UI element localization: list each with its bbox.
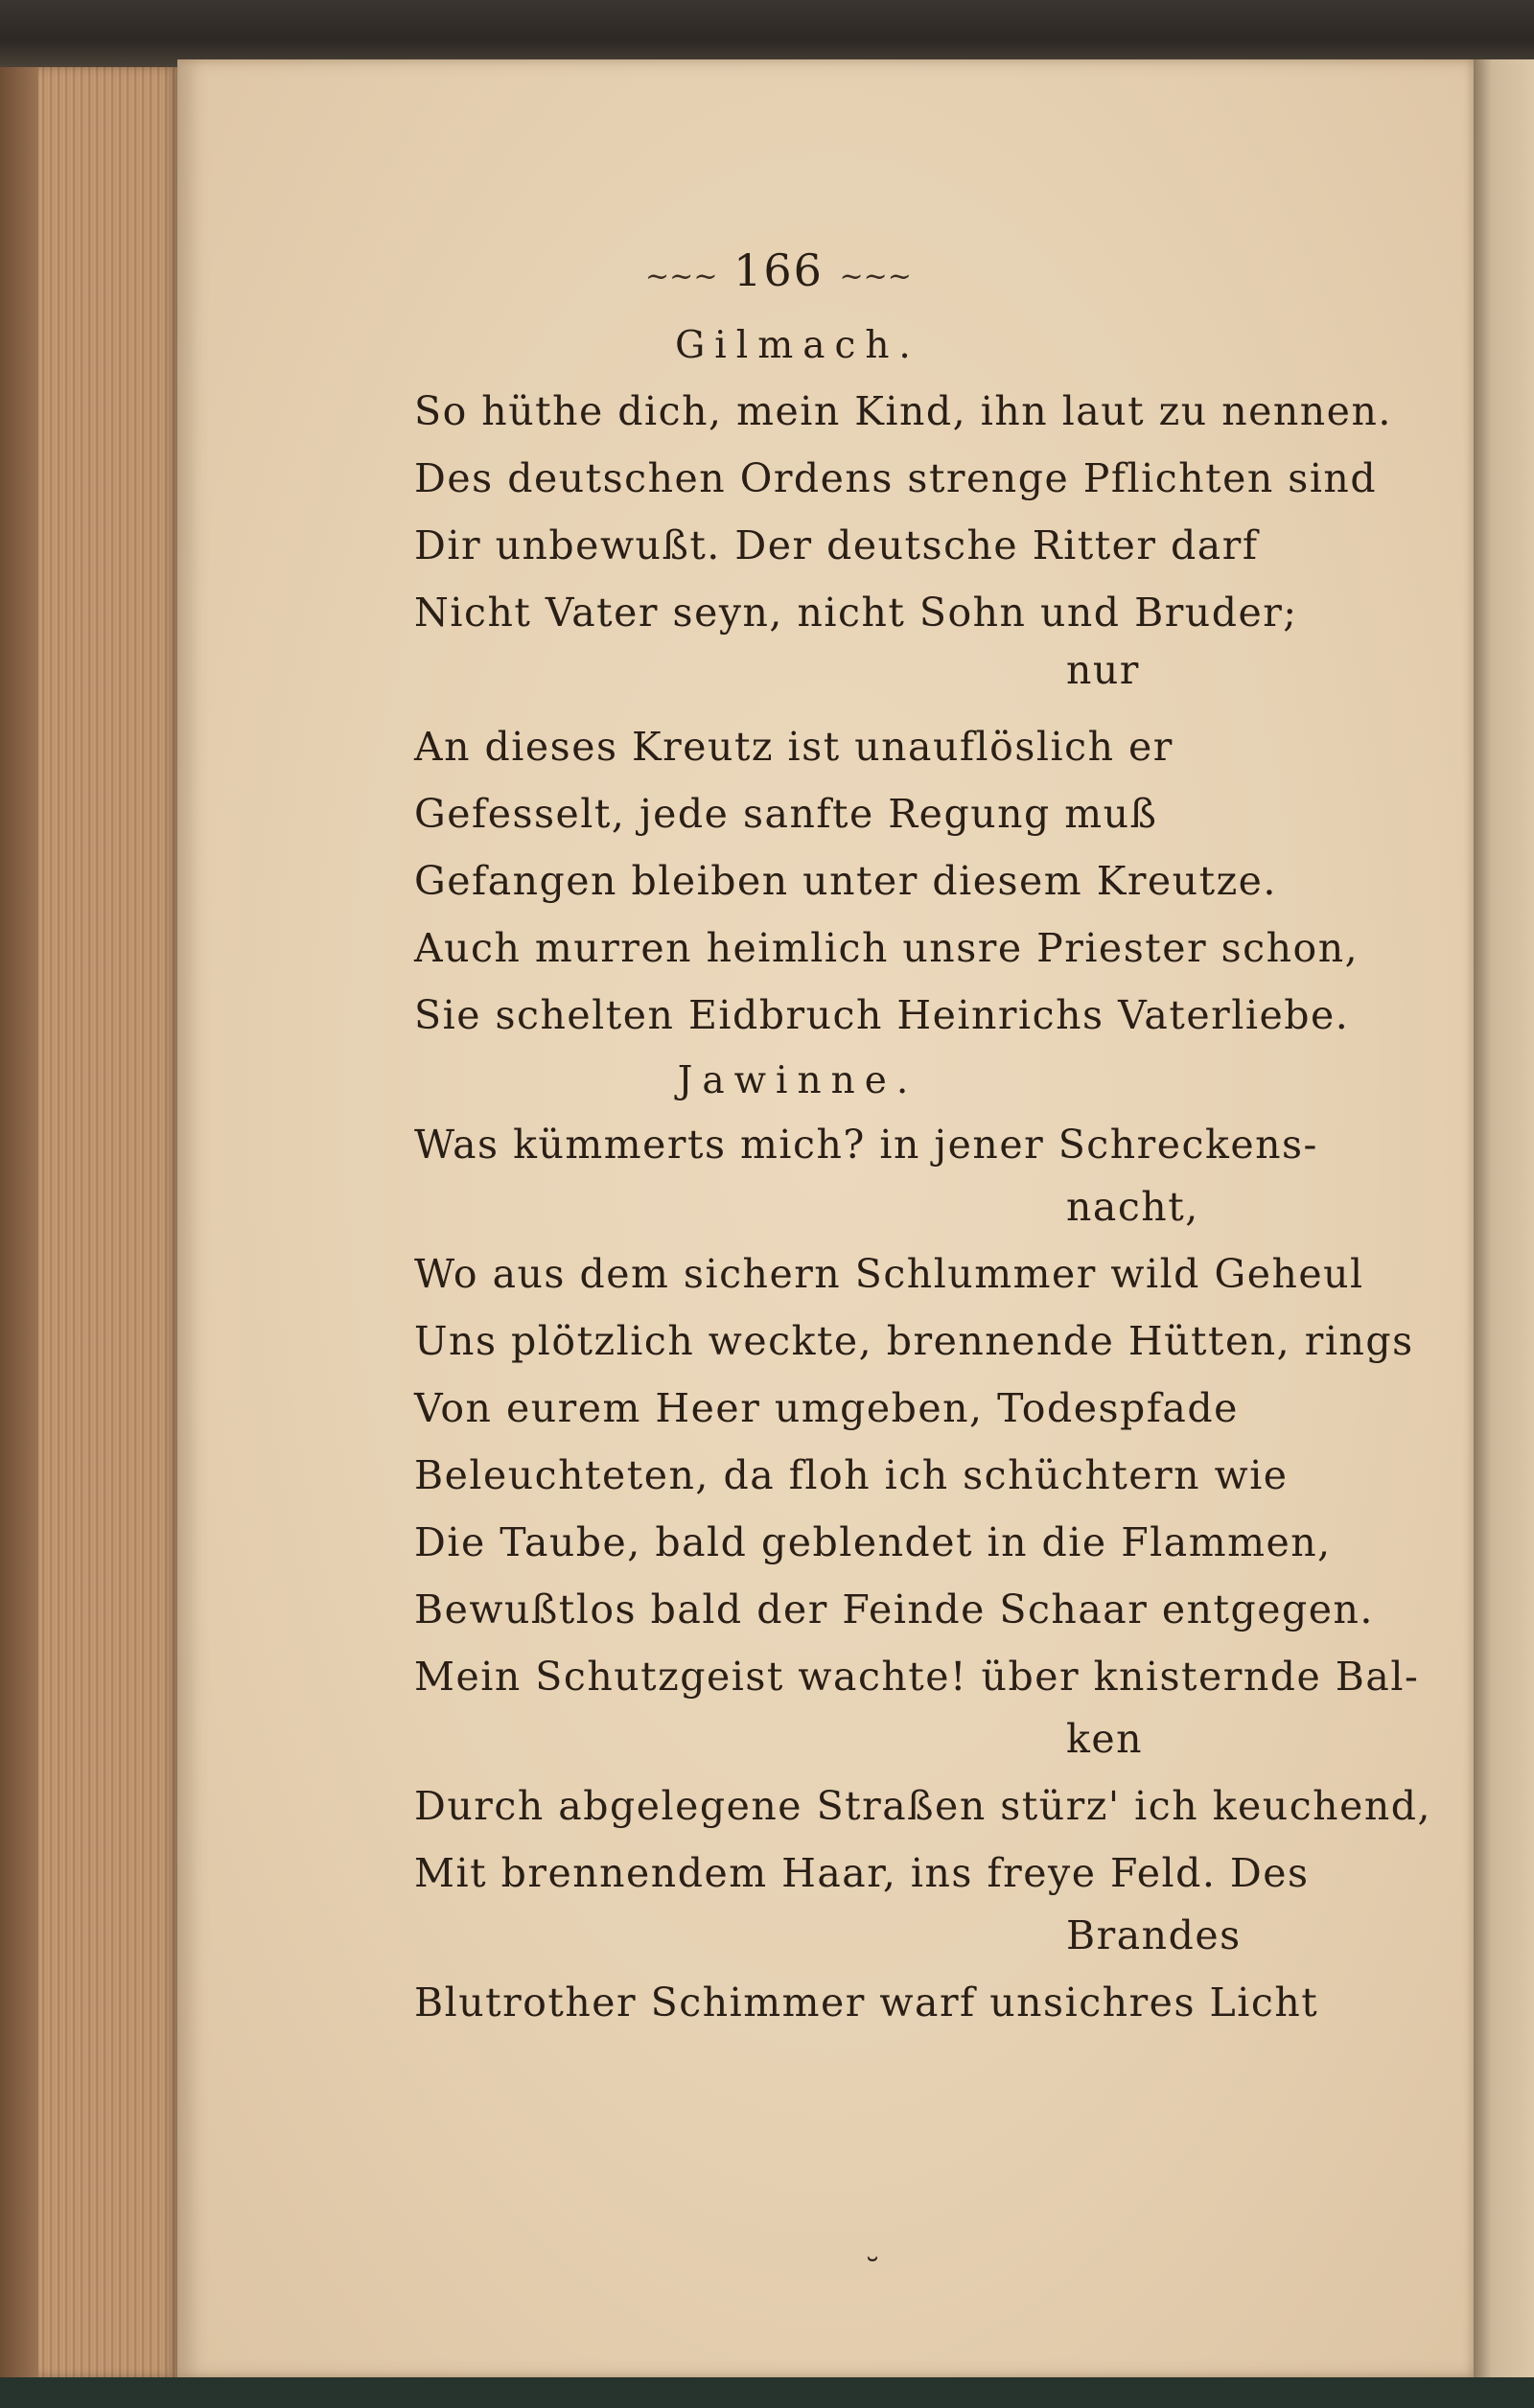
verse-line: Mein Schutzgeist wachte! über knisternde Bal- [414,1654,1420,1700]
verse-line: Des deutschen Ordens strenge Pflichten sind [414,455,1378,501]
verse-line: Blutrother Schimmer warf unsichres Licht [414,1980,1319,2026]
verse-line: Dir unbewußt. Der deutsche Ritter darf [414,522,1259,568]
book-spine-edge [0,67,38,2377]
verse-line: Die Taube, bald geblendet in die Flammen, [414,1519,1332,1565]
verse-line: Uns plötzlich weckte, brennende Hütten, rings [414,1318,1414,1364]
verse-line-continuation: ken [1066,1716,1144,1762]
verse-line-continuation: nacht, [1066,1184,1199,1230]
verse-line: Mit brennendem Haar, ins freye Feld. Des [414,1850,1310,1896]
verse-line: Durch abgelegene Straßen stürz' ich keuchend, [414,1783,1432,1829]
page-header [414,244,1143,296]
verse-line: Gefangen bleiben unter diesem Kreutze. [414,858,1277,904]
speaker-name: Gilmach. [675,324,920,367]
ornament-left: ~~~ [645,260,718,293]
facing-page-edge [1474,59,1534,2377]
verse-line: Auch murren heimlich unsre Priester schon, [414,925,1360,971]
verse-line: Von eurem Heer umgeben, Todespfade [414,1385,1239,1431]
verse-line: Nicht Vater seyn, nicht Sohn und Bruder; [414,590,1298,636]
signature-mark: ˘ [864,2253,881,2291]
verse-line: Beleuchteten, da floh ich schüchtern wie [414,1452,1289,1498]
verse-line: Was kümmerts mich? in jener Schreckens- [414,1122,1318,1168]
ornament-right: ~~~ [839,260,912,293]
verse-line-continuation: Brandes [1066,1912,1242,1958]
verse-line: Sie schelten Eidbruch Heinrichs Vaterliebe. [414,992,1350,1038]
verse-line: So hüthe dich, mein Kind, ihn laut zu nennen. [414,388,1392,434]
page-number: 166 [733,244,824,296]
verse-line: Gefesselt, jede sanfte Regung muß [414,791,1158,837]
verse-line-continuation: nur [1066,647,1140,693]
verse-line: Wo aus dem sichern Schlummer wild Geheul [414,1251,1364,1297]
verse-line: An dieses Kreutz ist unauflöslich er [414,724,1174,770]
speaker-name: Jawinne. [677,1059,918,1102]
page-text [414,0,1450,2408]
verse-line: Bewußtlos bald der Feinde Schaar entgegen. [414,1586,1374,1632]
